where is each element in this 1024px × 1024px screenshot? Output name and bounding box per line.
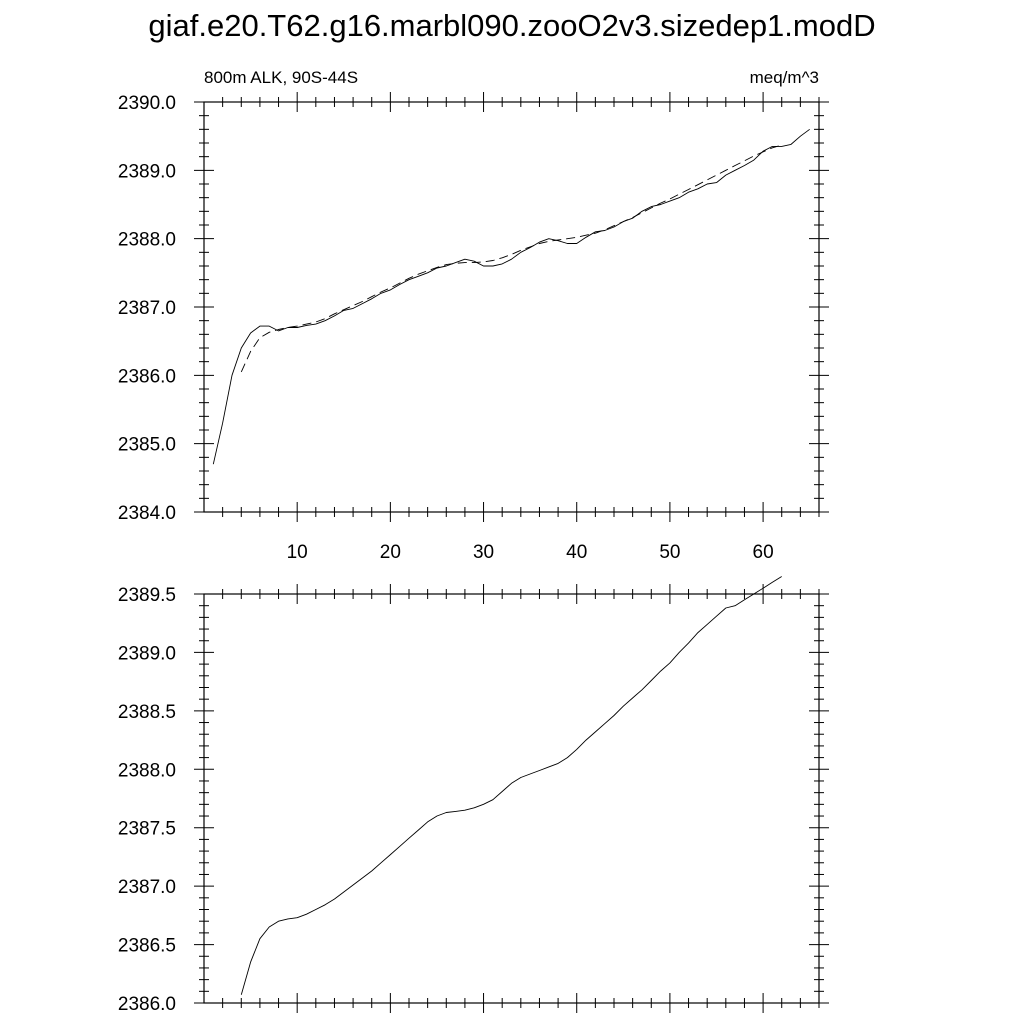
y-tick-label: 2389.0 [117,643,176,665]
y-tick-label: 2389.0 [117,161,176,183]
y-tick-label: 2385.0 [117,434,176,456]
x-tick-label: 30 [472,542,495,563]
y-tick-label: 2388.5 [117,701,176,723]
series-line-dashed [241,145,781,372]
series-line-solid [241,577,781,995]
y-tick-label: 2386.0 [117,994,176,1015]
panel-units-label: meq/m^3 [749,68,819,87]
x-tick-label: 20 [379,542,401,563]
y-tick-label: 2384.0 [117,503,176,524]
panel-left-label: 800m ALK, 90S-44S [204,68,359,87]
x-tick-label: 50 [659,542,681,563]
y-tick-label: 2387.0 [117,877,176,899]
y-tick-label: 2388.0 [117,760,176,782]
figure-title: giaf.e20.T62.g16.marbl090.zooO2v3.sizedep1.modD [148,8,876,43]
y-tick-label: 2390.0 [117,93,176,114]
plot-frame [204,594,819,1003]
x-tick-label: 10 [286,542,308,563]
plot-frame [204,102,819,512]
y-tick-label: 2388.0 [117,229,176,251]
x-tick-label: 60 [752,542,774,563]
bottom-panel [118,577,829,1016]
top-panel [118,68,829,563]
y-tick-label: 2389.5 [117,585,176,606]
series-line-solid [213,129,809,464]
y-tick-label: 2387.5 [117,818,176,840]
y-tick-label: 2387.0 [117,298,176,319]
y-tick-label: 2386.0 [117,366,176,388]
x-tick-label: 40 [566,542,588,563]
y-tick-label: 2386.5 [117,935,176,957]
